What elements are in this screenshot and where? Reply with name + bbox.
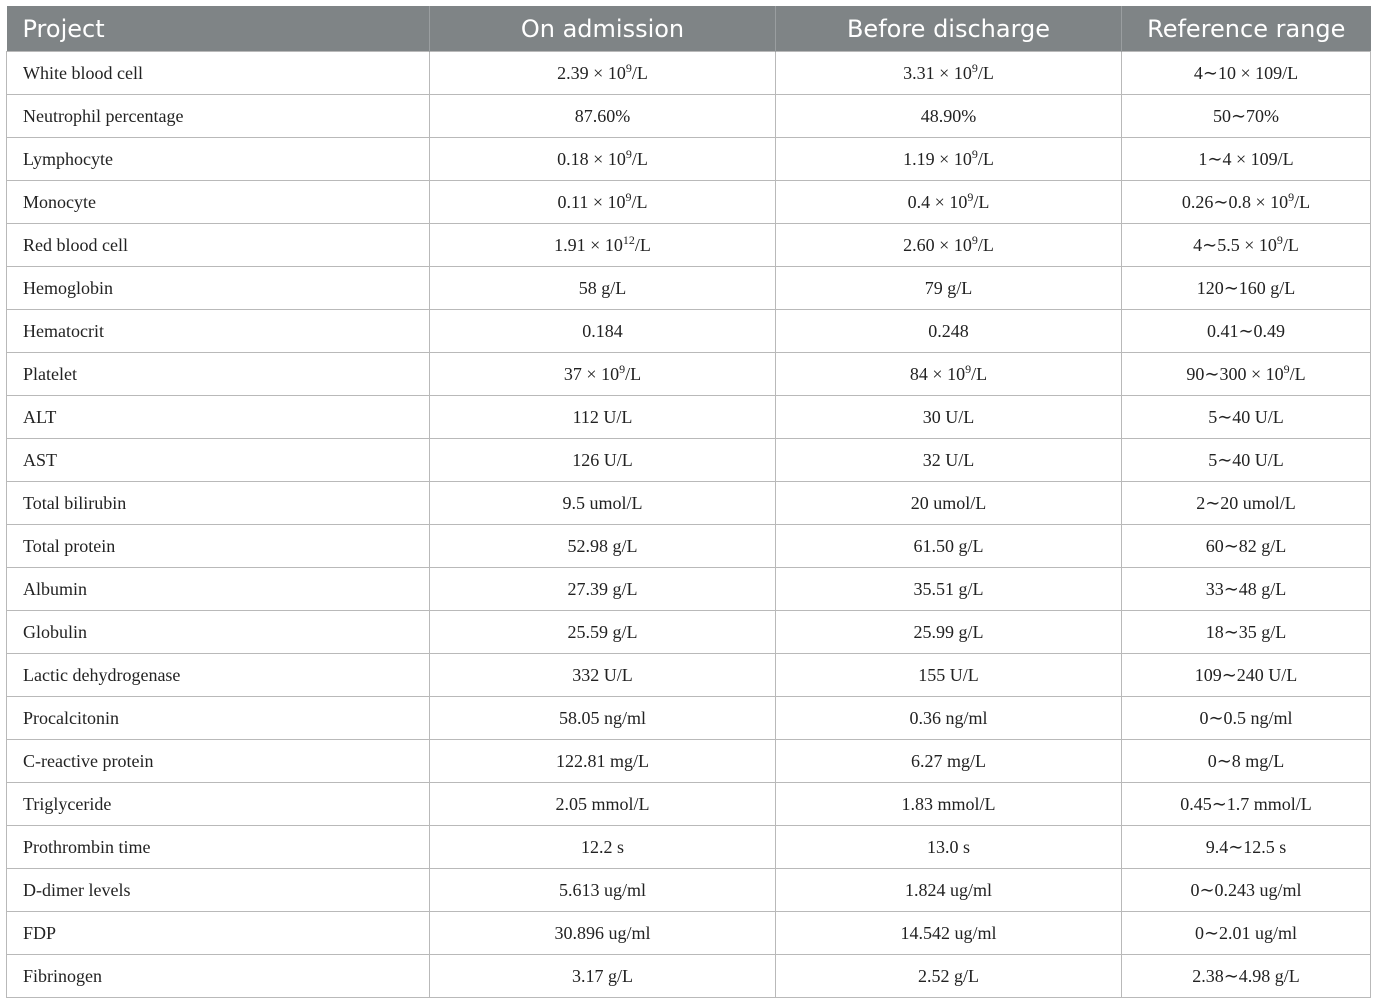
table-row (7, 439, 1371, 482)
value-unit: /L (1289, 363, 1306, 384)
cell-reference-range (1122, 267, 1371, 310)
cell-reference-range (1122, 783, 1371, 826)
cell-on-admission (430, 267, 776, 310)
cell-before-discharge (776, 697, 1122, 740)
value-unit: /L (977, 148, 994, 169)
value-text: 2.60 × 10 (903, 234, 972, 255)
cell-project: Fibrinogen (7, 955, 430, 998)
value-text: 112 U/L (572, 406, 633, 427)
cell-project: Procalcitonin (7, 697, 430, 740)
value-text: 109∼240 U/L (1194, 664, 1298, 685)
value-text: 58.05 ng/ml (558, 707, 646, 728)
value-text: 58 g/L (578, 277, 627, 298)
value-text: 60∼82 g/L (1205, 535, 1287, 556)
value-text: 2.38∼4.98 g/L (1192, 965, 1300, 986)
cell-before-discharge (776, 95, 1122, 138)
value-text: 120∼160 g/L (1196, 277, 1296, 298)
cell-on-admission (430, 396, 776, 439)
cell-project: Globulin (7, 611, 430, 654)
table-row (7, 353, 1371, 396)
value-text: 48.90% (920, 105, 977, 126)
value-unit: /L (977, 62, 994, 83)
cell-project: Lactic dehydrogenase (7, 654, 430, 697)
value-text: 20 umol/L (910, 492, 987, 513)
value-text: 35.51 g/L (913, 578, 984, 599)
table-row (7, 869, 1371, 912)
value-text: 30.896 ug/ml (554, 922, 651, 943)
cell-before-discharge (776, 869, 1122, 912)
value-text: 9.5 umol/L (562, 492, 643, 513)
value-text: 0.41∼0.49 (1206, 320, 1286, 341)
value-text: 2.05 mmol/L (555, 793, 650, 814)
cell-on-admission (430, 482, 776, 525)
value-text: 27.39 g/L (567, 578, 638, 599)
value-text: 12.2 s (580, 836, 624, 857)
value-text: 2∼20 umol/L (1196, 492, 1296, 513)
value-text: 0∼2.01 ug/ml (1194, 922, 1298, 943)
value-text: 61.50 g/L (913, 535, 984, 556)
value-text: 52.98 g/L (567, 535, 638, 556)
value-text: 5∼40 U/L (1208, 449, 1284, 470)
cell-project: Neutrophil percentage (7, 95, 430, 138)
value-text: 3.31 × 10 (903, 62, 972, 83)
table-row (7, 654, 1371, 697)
table-row (7, 224, 1371, 267)
value-text: 122.81 mg/L (556, 750, 649, 771)
value-text: 18∼35 g/L (1205, 621, 1287, 642)
table-header (7, 6, 1371, 52)
cell-reference-range (1122, 353, 1371, 396)
cell-before-discharge (776, 611, 1122, 654)
value-text: 14.542 ug/ml (900, 922, 997, 943)
cell-on-admission (430, 138, 776, 181)
cell-on-admission (430, 611, 776, 654)
cell-reference-range (1122, 697, 1371, 740)
value-unit: /L (631, 148, 648, 169)
table-row (7, 267, 1371, 310)
cell-before-discharge (776, 783, 1122, 826)
cell-project: White blood cell (7, 52, 430, 95)
cell-on-admission (430, 912, 776, 955)
cell-project: ALT (7, 396, 430, 439)
cell-project: Platelet (7, 353, 430, 396)
cell-before-discharge (776, 353, 1122, 396)
lab-results-table-container (6, 6, 1370, 998)
table-row (7, 525, 1371, 568)
value-text: 25.99 g/L (913, 621, 984, 642)
value-text: 0.4 × 10 (907, 191, 968, 212)
cell-on-admission (430, 439, 776, 482)
value-text: 0∼0.5 ng/ml (1199, 707, 1293, 728)
cell-on-admission (430, 740, 776, 783)
value-text: 5.613 ug/ml (558, 879, 646, 900)
value-unit: /L (634, 234, 651, 255)
value-text: 3.17 g/L (572, 965, 633, 986)
value-text: 1.91 × 10 (554, 234, 623, 255)
value-exponent: 9 (1288, 189, 1295, 204)
header-on-admission: On admission (430, 6, 776, 52)
cell-on-admission (430, 95, 776, 138)
table-row (7, 611, 1371, 654)
value-text: 0.18 × 10 (557, 148, 626, 169)
value-unit: /L (631, 62, 648, 83)
value-text: 90∼300 × 10 (1186, 363, 1284, 384)
cell-before-discharge (776, 267, 1122, 310)
cell-project: Total protein (7, 525, 430, 568)
cell-on-admission (430, 525, 776, 568)
cell-on-admission (430, 181, 776, 224)
table-row (7, 181, 1371, 224)
table-row (7, 568, 1371, 611)
value-unit: /L (625, 363, 642, 384)
cell-before-discharge (776, 912, 1122, 955)
value-text: 332 U/L (572, 664, 633, 685)
value-text: 4∼5.5 × 10 (1193, 234, 1277, 255)
cell-before-discharge (776, 138, 1122, 181)
cell-before-discharge (776, 740, 1122, 783)
cell-project: Prothrombin time (7, 826, 430, 869)
value-text: 4∼10 × 109/L (1193, 62, 1299, 83)
table-row (7, 783, 1371, 826)
value-text: 1.83 mmol/L (901, 793, 996, 814)
cell-reference-range (1122, 439, 1371, 482)
cell-reference-range (1122, 224, 1371, 267)
cell-on-admission (430, 826, 776, 869)
table-row (7, 52, 1371, 95)
value-text: 0.248 (928, 320, 969, 341)
table-row (7, 955, 1371, 998)
cell-reference-range (1122, 95, 1371, 138)
cell-reference-range (1122, 654, 1371, 697)
value-text: 5∼40 U/L (1208, 406, 1284, 427)
header-project: Project (7, 6, 430, 52)
cell-project: Triglyceride (7, 783, 430, 826)
cell-project: Monocyte (7, 181, 430, 224)
cell-on-admission (430, 353, 776, 396)
value-unit: /L (973, 191, 990, 212)
cell-before-discharge (776, 439, 1122, 482)
value-text: 0∼0.243 ug/ml (1190, 879, 1302, 900)
value-text: 0.45∼1.7 mmol/L (1180, 793, 1312, 814)
table-body (7, 52, 1371, 998)
value-unit: /L (1282, 234, 1299, 255)
value-text: 33∼48 g/L (1205, 578, 1287, 599)
value-exponent: 9 (971, 146, 978, 161)
value-text: 2.39 × 10 (557, 62, 626, 83)
table-row (7, 95, 1371, 138)
table-row (7, 482, 1371, 525)
cell-reference-range (1122, 138, 1371, 181)
value-text: 50∼70% (1212, 105, 1280, 126)
cell-project: Total bilirubin (7, 482, 430, 525)
value-unit: /L (971, 363, 988, 384)
lab-results-table (6, 6, 1371, 998)
cell-before-discharge (776, 525, 1122, 568)
cell-reference-range (1122, 52, 1371, 95)
table-row (7, 697, 1371, 740)
cell-project: Hemoglobin (7, 267, 430, 310)
table-row (7, 740, 1371, 783)
cell-reference-range (1122, 181, 1371, 224)
value-text: 0.184 (582, 320, 623, 341)
value-exponent: 9 (625, 189, 632, 204)
table-row (7, 396, 1371, 439)
header-reference-range: Reference range (1122, 6, 1371, 52)
value-exponent: 9 (625, 146, 632, 161)
cell-reference-range (1122, 912, 1371, 955)
value-exponent: 9 (965, 361, 972, 376)
value-exponent: 9 (1283, 361, 1290, 376)
cell-before-discharge (776, 181, 1122, 224)
value-exponent: 12 (622, 232, 635, 247)
value-exponent: 9 (971, 232, 978, 247)
value-text: 13.0 s (926, 836, 970, 857)
cell-before-discharge (776, 310, 1122, 353)
cell-on-admission (430, 568, 776, 611)
cell-reference-range (1122, 955, 1371, 998)
table-row (7, 310, 1371, 353)
value-text: 25.59 g/L (567, 621, 638, 642)
cell-before-discharge (776, 568, 1122, 611)
value-text: 6.27 mg/L (911, 750, 986, 771)
cell-before-discharge (776, 52, 1122, 95)
header-row (7, 6, 1371, 52)
value-text: 87.60% (574, 105, 631, 126)
cell-before-discharge (776, 396, 1122, 439)
cell-reference-range (1122, 740, 1371, 783)
value-text: 37 × 10 (563, 363, 620, 384)
table-row (7, 138, 1371, 181)
value-text: 0.36 ng/ml (909, 707, 988, 728)
value-exponent: 9 (1276, 232, 1283, 247)
value-exponent: 9 (971, 60, 978, 75)
value-text: 1.824 ug/ml (904, 879, 992, 900)
cell-reference-range (1122, 611, 1371, 654)
value-text: 1.19 × 10 (903, 148, 972, 169)
cell-project: AST (7, 439, 430, 482)
value-text: 79 g/L (924, 277, 973, 298)
cell-before-discharge (776, 224, 1122, 267)
cell-project: Red blood cell (7, 224, 430, 267)
value-text: 0∼8 mg/L (1207, 750, 1285, 771)
cell-reference-range (1122, 482, 1371, 525)
value-text: 2.52 g/L (918, 965, 979, 986)
cell-on-admission (430, 310, 776, 353)
cell-reference-range (1122, 568, 1371, 611)
value-text: 155 U/L (918, 664, 979, 685)
value-text: 1∼4 × 109/L (1198, 148, 1294, 169)
value-text: 0.26∼0.8 × 10 (1181, 191, 1289, 212)
value-text: 32 U/L (922, 449, 975, 470)
table-row (7, 912, 1371, 955)
cell-on-admission (430, 697, 776, 740)
cell-on-admission (430, 654, 776, 697)
cell-on-admission (430, 52, 776, 95)
cell-on-admission (430, 224, 776, 267)
cell-before-discharge (776, 826, 1122, 869)
cell-before-discharge (776, 482, 1122, 525)
cell-reference-range (1122, 396, 1371, 439)
table-row (7, 826, 1371, 869)
cell-on-admission (430, 869, 776, 912)
cell-project: Hematocrit (7, 310, 430, 353)
value-text: 84 × 10 (909, 363, 966, 384)
cell-reference-range (1122, 310, 1371, 353)
value-unit: /L (631, 191, 648, 212)
value-exponent: 9 (967, 189, 974, 204)
cell-before-discharge (776, 955, 1122, 998)
value-unit: /L (977, 234, 994, 255)
value-text: 30 U/L (922, 406, 975, 427)
value-text: 0.11 × 10 (557, 191, 626, 212)
cell-reference-range (1122, 525, 1371, 568)
cell-reference-range (1122, 826, 1371, 869)
cell-project: Albumin (7, 568, 430, 611)
cell-project: FDP (7, 912, 430, 955)
cell-on-admission (430, 783, 776, 826)
cell-project: Lymphocyte (7, 138, 430, 181)
cell-before-discharge (776, 654, 1122, 697)
cell-reference-range (1122, 869, 1371, 912)
value-unit: /L (1294, 191, 1311, 212)
cell-on-admission (430, 955, 776, 998)
value-exponent: 9 (619, 361, 626, 376)
value-text: 9.4∼12.5 s (1205, 836, 1287, 857)
value-text: 126 U/L (572, 449, 633, 470)
cell-project: D-dimer levels (7, 869, 430, 912)
header-before-discharge: Before discharge (776, 6, 1122, 52)
value-exponent: 9 (625, 60, 632, 75)
cell-project: C-reactive protein (7, 740, 430, 783)
